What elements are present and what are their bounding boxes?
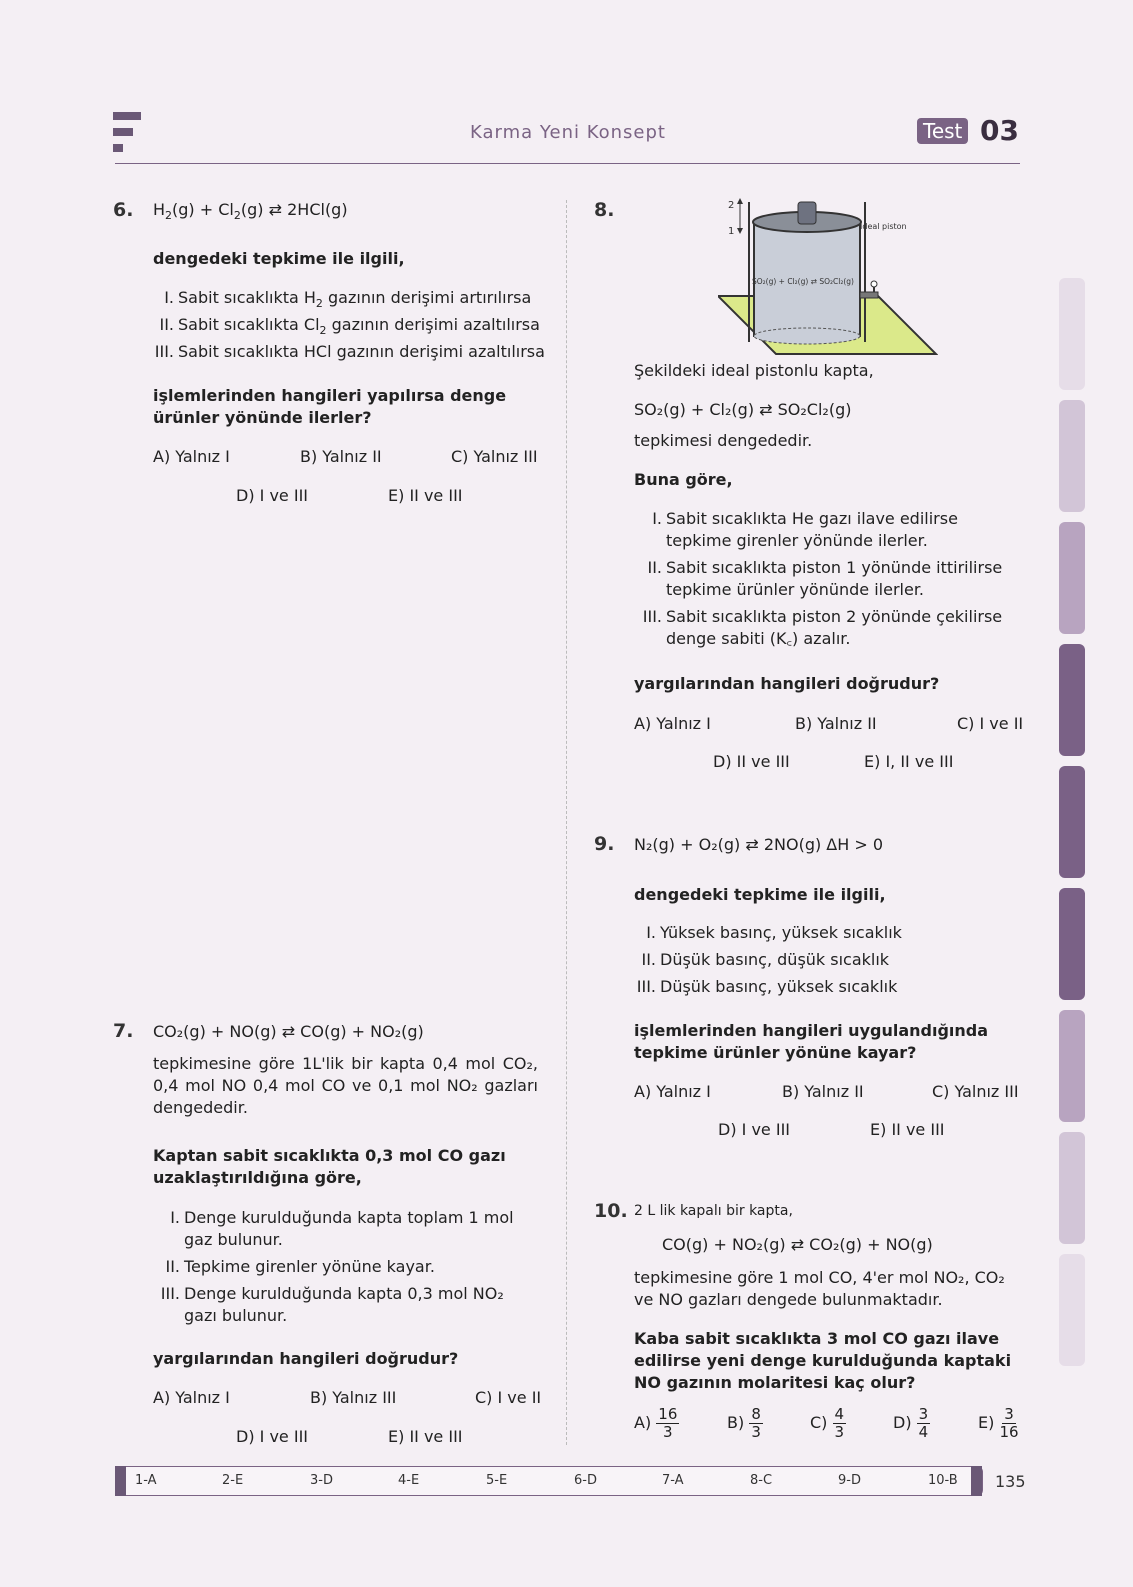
q7-number: 7. xyxy=(113,1020,134,1042)
answer-key-item: 8-C xyxy=(750,1473,773,1488)
side-tab xyxy=(1059,278,1085,390)
side-tab xyxy=(1059,766,1085,878)
q6-option-e[interactable]: E) II ve III xyxy=(388,486,463,505)
q10-option-d[interactable]: D) $\frac{3}{4}$ xyxy=(893,1405,929,1441)
piston-figure xyxy=(718,196,938,358)
answer-key-item: 2-E xyxy=(222,1473,244,1488)
q10-question: Kaba sabit sıcaklıkta 3 mol CO gazı ilave edilirse yeni denge kurulduğunda kaptaki NO gazının molaritesi kaç olur? xyxy=(634,1329,1012,1392)
q7-statement-2: II. Tepkime girenler yönüne kayar. xyxy=(165,1257,435,1276)
q9-intro: dengedeki tepkime ile ilgili, xyxy=(634,885,886,904)
q10-option-e[interactable]: E) $\frac{3}{16}$ xyxy=(978,1405,1019,1441)
q6-statement-2: II. Sabit sıcaklıkta $Cl_2$ gazının derişimi azaltılırsa xyxy=(159,315,540,338)
q9-option-d[interactable]: D) I ve III xyxy=(718,1120,791,1139)
answer-key-item: 5-E xyxy=(486,1473,508,1488)
side-tab xyxy=(1059,1010,1085,1122)
q10-number: 10. xyxy=(594,1200,628,1222)
q8-intro-1: Şekildeki ideal pistonlu kapta, xyxy=(634,361,874,380)
q8-intro-3: Buna göre, xyxy=(634,470,733,489)
side-tab xyxy=(1059,1254,1085,1366)
q6-option-b[interactable]: B) Yalnız II xyxy=(300,447,382,466)
header-rule xyxy=(115,163,1020,164)
side-tab xyxy=(1059,644,1085,756)
q10-option-b[interactable]: B) $\frac{8}{3}$ xyxy=(727,1405,761,1441)
q10-reaction: CO(g) + NO₂(g) ⇄ CO₂(g) + NO(g) xyxy=(662,1235,933,1254)
answer-key-item: 7-A xyxy=(662,1473,684,1488)
q9-statement-2: II. Düşük basınç, düşük sıcaklık xyxy=(641,950,890,969)
answer-key-item: 10-B xyxy=(928,1473,958,1488)
q9-number: 9. xyxy=(594,833,615,855)
q7-option-c[interactable]: C) I ve II xyxy=(475,1388,542,1407)
q8-option-e[interactable]: E) I, II ve III xyxy=(864,752,954,771)
q6-option-a[interactable]: A) Yalnız I xyxy=(153,447,230,466)
answer-key-cap-right xyxy=(971,1466,982,1496)
publisher-logo xyxy=(113,112,143,154)
side-tab xyxy=(1059,400,1085,512)
q8-number: 8. xyxy=(594,199,615,221)
answer-key-item: 9-D xyxy=(838,1473,861,1488)
q7-question: yargılarından hangileri doğrudur? xyxy=(153,1349,459,1368)
q10-intro: 2 L lik kapalı bir kapta, xyxy=(634,1203,793,1219)
q9-option-c[interactable]: C) Yalnız III xyxy=(932,1082,1019,1101)
q6-option-d[interactable]: D) I ve III xyxy=(236,486,309,505)
q8-intro-2: tepkimesi dengededir. xyxy=(634,431,813,450)
piston-mark-1: 1 xyxy=(728,226,735,237)
q8-question: yargılarından hangileri doğrudur? xyxy=(634,674,940,693)
q6-option-c[interactable]: C) Yalnız III xyxy=(451,447,538,466)
q9-reaction: N₂(g) + O₂(g) ⇄ 2NO(g) ΔH > 0 xyxy=(634,835,884,854)
header-title: Karma Yeni Konsept xyxy=(470,122,666,143)
q9-statement-1: I. Yüksek basınç, yüksek sıcaklık xyxy=(646,923,902,942)
q9-statement-3: III. Düşük basınç, yüksek sıcaklık xyxy=(636,977,898,996)
answer-key-item: 4-E xyxy=(398,1473,420,1488)
q6-statement-3: III. Sabit sıcaklıkta HCl gazının derişimi azaltılırsa xyxy=(154,342,545,361)
q7-body: tepkimesine göre 1L'lik bir kapta 0,4 mol CO₂, 0,4 mol NO 0,4 mol CO ve 0,1 mol NO₂ gazları dengededir. xyxy=(153,1054,538,1117)
q6-reaction: $H_2(g) + Cl_2(g)$ ⇄ 2HCl(g) xyxy=(153,200,348,223)
column-divider xyxy=(566,200,567,1445)
q8-option-a[interactable]: A) Yalnız I xyxy=(634,714,711,733)
q10-option-a[interactable]: A) $\frac{16}{3}$ xyxy=(634,1405,678,1441)
answer-key-cap-left xyxy=(115,1466,126,1496)
answer-key-item: 6-D xyxy=(574,1473,597,1488)
side-tab xyxy=(1059,888,1085,1000)
page-number: 135 xyxy=(995,1472,1026,1491)
q6-question: işlemlerinden hangileri yapılırsa denge ürünler yönünde ilerler? xyxy=(153,386,507,427)
q7-statement-3: III. Denge kurulduğunda kapta 0,3 mol NO₂ gazı bulunur. xyxy=(160,1284,504,1325)
q9-option-b[interactable]: B) Yalnız II xyxy=(782,1082,864,1101)
q6-statement-1: I. Sabit sıcaklıkta $H_2$ gazının derişimi artırılırsa xyxy=(164,288,532,311)
q7-statement-1: I. Denge kurulduğunda kapta toplam 1 mol gaz bulunur. xyxy=(170,1208,514,1249)
q8-option-c[interactable]: C) I ve II xyxy=(957,714,1024,733)
piston-mark-2: 2 xyxy=(728,200,735,211)
side-tab xyxy=(1059,1132,1085,1244)
answer-key-item: 1-A xyxy=(135,1473,157,1488)
answer-key-item: 3-D xyxy=(310,1473,333,1488)
q9-question: işlemlerinden hangileri uygulandığında tepkime ürünler yönüne kayar? xyxy=(634,1021,989,1062)
q9-option-e[interactable]: E) II ve III xyxy=(870,1120,945,1139)
q9-option-a[interactable]: A) Yalnız I xyxy=(634,1082,711,1101)
q6-number: 6. xyxy=(113,199,134,221)
q8-option-b[interactable]: B) Yalnız II xyxy=(795,714,877,733)
test-badge: Test xyxy=(917,118,968,144)
side-tab xyxy=(1059,522,1085,634)
q7-option-d[interactable]: D) I ve III xyxy=(236,1427,309,1446)
q10-option-c[interactable]: C) $\frac{4}{3}$ xyxy=(810,1405,845,1441)
q6-intro: dengedeki tepkime ile ilgili, xyxy=(153,249,405,268)
q7-intro: Kaptan sabit sıcaklıkta 0,3 mol CO gazı uzaklaştırıldığına göre, xyxy=(153,1146,506,1187)
inner-reaction-label: SO₂(g) + Cl₂(g) ⇄ SO₂Cl₂(g) xyxy=(752,277,854,286)
q10-body: tepkimesine göre 1 mol CO, 4'er mol NO₂, CO₂ ve NO gazları dengede bulunmaktadır. xyxy=(634,1268,1005,1309)
q8-statement-1: I. Sabit sıcaklıkta He gazı ilave edilirse tepkime girenler yönünde ilerler. xyxy=(652,509,958,550)
q8-statement-2: II. Sabit sıcaklıkta piston 1 yönünde ittirilirse tepkime ürünler yönünde ilerler. xyxy=(647,558,1003,599)
q7-option-a[interactable]: A) Yalnız I xyxy=(153,1388,230,1407)
q8-option-d[interactable]: D) II ve III xyxy=(713,752,790,771)
q8-statement-3: III. Sabit sıcaklıkta piston 2 yönünde çekilirse denge sabiti (K꜀) azalır. xyxy=(642,607,1003,648)
q7-option-b[interactable]: B) Yalnız III xyxy=(310,1388,397,1407)
piston-label: İdeal piston xyxy=(860,222,907,231)
q7-option-e[interactable]: E) II ve III xyxy=(388,1427,463,1446)
test-number: 03 xyxy=(980,114,1019,147)
q7-reaction: CO₂(g) + NO(g) ⇄ CO(g) + NO₂(g) xyxy=(153,1022,424,1041)
q8-reaction: SO₂(g) + Cl₂(g) ⇄ SO₂Cl₂(g) xyxy=(634,400,852,419)
